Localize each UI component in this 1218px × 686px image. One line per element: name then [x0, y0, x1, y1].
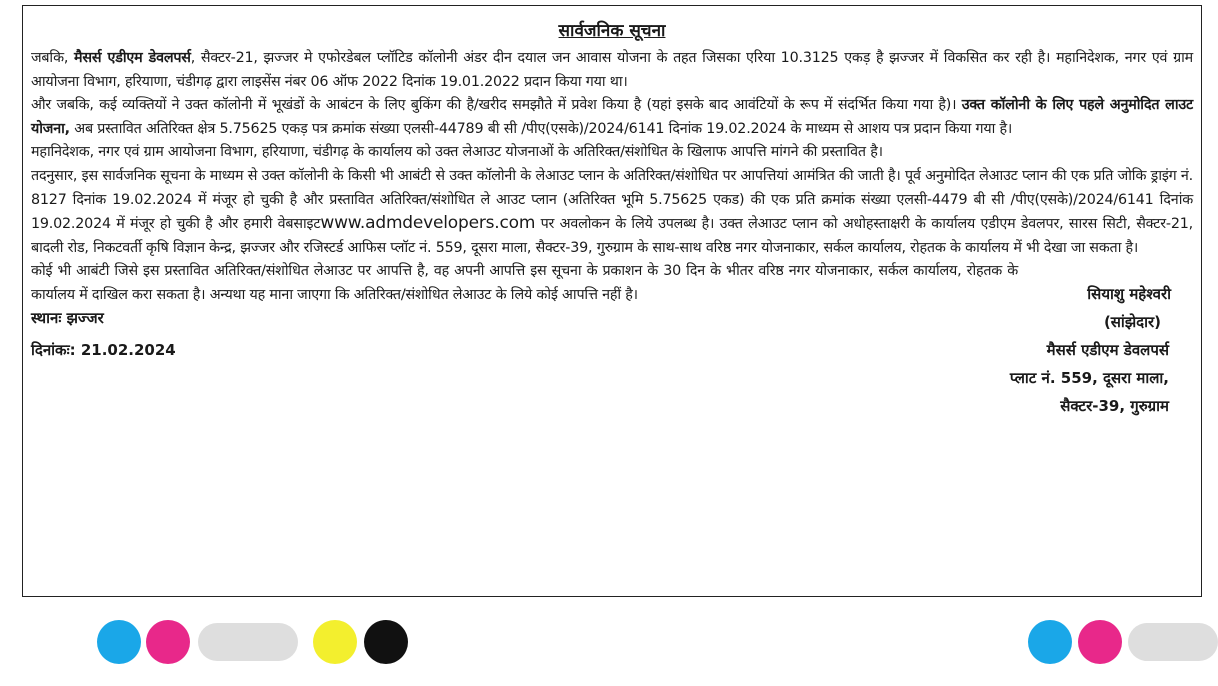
- p4-rest: पर अवलोकन के लिये उपलब्ध है। उक्त लेआउट प्लान को अधोहस्ताक्षरी के कार्यालय एडीएम डेवलपर, सारस सिटी, सैक्टर-21, बादली रोड, निकटवर्ती कृषि विज्ञान केन्द्र, झज्जर और रजिस्टर्ड आफिस प्लॉट नं. 559, दूसरा माला, सैक्टर-39, गुरुग्राम के साथ-साथ वरिष्ठ नगर योजनाकार, सर्कल कार्यालय, रोहतक के कार्यालय में भी देखा जा सकता है।: [31, 216, 1194, 256]
- p4-lead: तदनुसार, इस सार्वजनिक सूचना के माध्यम से उक्त कॉलोनी के किसी भी आबंटी से उक्त कॉलोनी के लेआउट प्लान के अतिरिक्त/संशोधित पर आपत्तियां आमंत्रित की जाती है। पूर्व अनुमोदित लेआउट प्लान की एक प्रति जोकि ड्राइंग नं. 8127 दिनांक 19.02.2024 में मंजूर हो चुकी है और प्रस्तावित अतिरिक्त/संशोधित ले आउट प्लान (अतिरिक्त भूमि 5.75625 एकड) की एक प्रति क्रमांक संख्या एलसी-4479 बी सी /पीए(एसके)/2024/6141 दिनांक 19.02.2024 में मंजूर हो चुकी है और हमारी वेबसाइट: [31, 167, 1193, 233]
- color-marks-right: [1020, 614, 1218, 674]
- p1-lead: जबकि,: [31, 50, 75, 66]
- cyan-dot: [97, 620, 141, 664]
- gray-swatch: [198, 623, 298, 661]
- place-label: स्थानः झज्जर: [31, 308, 104, 327]
- paragraph-3: महानिदेशक, नगर एवं ग्राम आयोजना विभाग, हरियाणा, चंडीगढ़ के कार्यालय को उक्त लेआउट योजनाओं के अतिरिक्त/संशोधित के खिलाफ आपत्ति मांगने की प्रस्तावित है।: [31, 144, 883, 161]
- p1-rest: , सैक्टर-21, झज्जर मे एफोरडेबल प्लॉटिड कॉलोनी अंडर दीन दयाल जन आवास योजना के तहत जिसका एरिया 10.3125 एकड़ है झज्जर में विकसित कर रही है। महानिदेशक, नगर एवं ग्राम आयोजना विभाग, हरियाणा, चंडीगढ़ द्वारा लाइसेंस नंबर 06 ऑफ 2022 दिनांक 19.01.2022 प्रदान किया गया था।: [31, 50, 1194, 90]
- yellow-dot: [313, 620, 357, 664]
- notice-title: सार्वजनिक सूचना: [558, 21, 666, 41]
- company-name: मैसर्स एडीएम डेवलपर्स: [74, 50, 191, 66]
- paragraph-2: [31, 94, 1193, 141]
- public-notice: [22, 5, 1202, 597]
- gray-swatch-right: [1128, 623, 1218, 661]
- paragraph-1: [31, 47, 1193, 94]
- signatory-name: सियाशु महेश्वरी: [1087, 284, 1171, 303]
- magenta-dot-right: [1078, 620, 1122, 664]
- date-label: दिनांकः: 21.02.2024: [31, 340, 176, 359]
- color-marks-left: [0, 614, 420, 674]
- cyan-dot-right: [1028, 620, 1072, 664]
- p2-bold: उक्त कॉलोनी के लिए पहले अनुमोदित लाउट योजना,: [31, 97, 1193, 137]
- website-link[interactable]: www.admdevelopers.com: [320, 213, 536, 234]
- signatory-address-2: सैक्टर-39, गुरुग्राम: [1060, 396, 1169, 415]
- notice-footer: [31, 308, 1193, 428]
- paragraph-4: [31, 165, 1193, 260]
- black-dot: [364, 620, 408, 664]
- signature-block: [1010, 308, 1169, 420]
- p5-text: कोई भी आबंटी जिसे इस प्रस्तावित अतिरिक्त/संशोधित लेआउट पर आपत्ति है, वह अपनी आपत्ति इस सूचना के प्रकाशन के 30 दिन के भीतर वरिष्ठ नगर योजनाकार, सर्कल कार्यालय, रोहतक के कार्यालय में दाखिल करा सकता है। अन्यथा यह माना जाएगा कि अतिरिक्त/संशोधित लेआउट के लिये कोई आपत्ति नहीं है।: [31, 263, 1018, 303]
- p2-rest: अब प्रस्तावित अतिरिक्त क्षेत्र 5.75625 एकड़ पत्र क्रमांक संख्या एलसी-44789 बी सी /पीए(एसके)/2024/6141 दिनांक 19.02.2024 के माध्यम से आशय पत्र प्रदान किया गया है।: [69, 120, 1013, 137]
- p2-lead: और जबकि, कई व्यक्तियों ने उक्त कॉलोनी में भूखंडों के आबंटन के लिए बुकिंग की है/खरीद समझौते में प्रवेश किया है (यहां इसके बाद आवंटियों के रूप में संदर्भित किया गया है)।: [31, 97, 962, 114]
- signatory-role: (सांझेदार): [1103, 312, 1161, 331]
- signatory-company: मैसर्स एडीएम डेवलपर्स: [1046, 340, 1169, 359]
- paragraph-5: [31, 260, 1193, 307]
- magenta-dot: [146, 620, 190, 664]
- signatory-address-1: प्लाट नं. 559, दूसरा माला,: [1009, 368, 1169, 387]
